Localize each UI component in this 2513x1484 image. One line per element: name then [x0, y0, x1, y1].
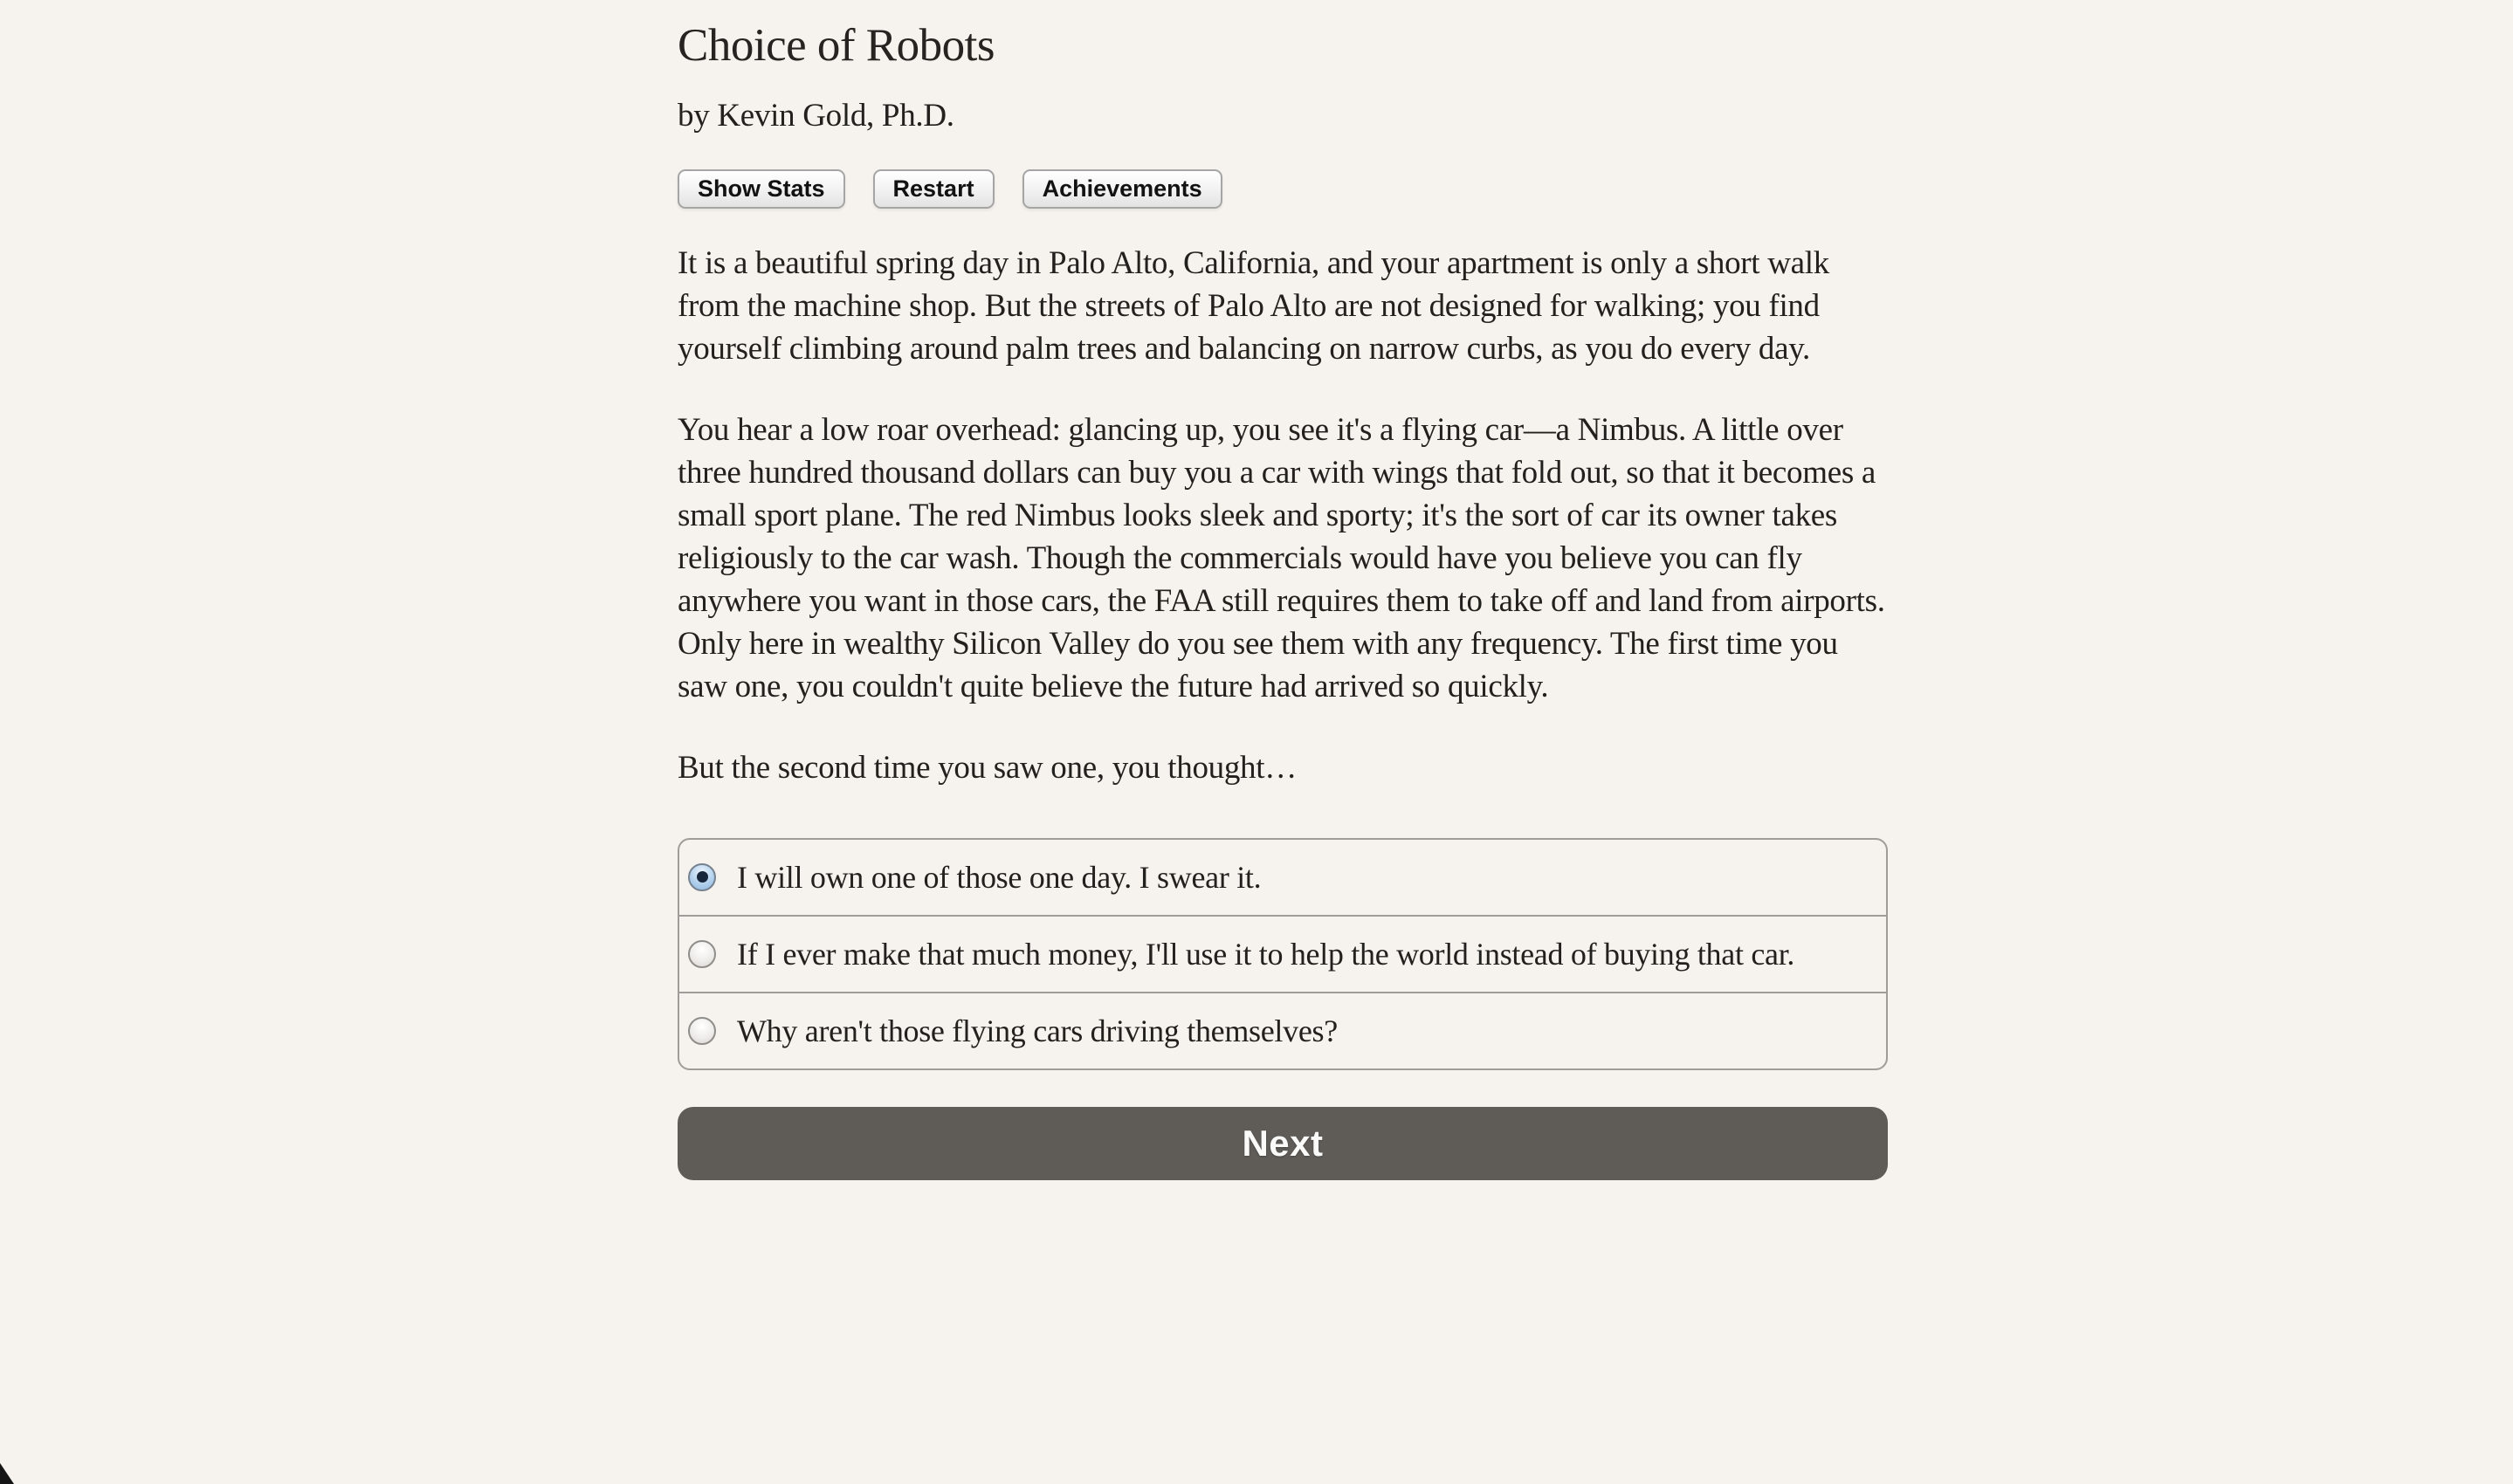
mouse-cursor-artifact [0, 1463, 14, 1484]
story-paragraph-1: It is a beautiful spring day in Palo Alto, California, and your apartment is only a short walk from the machine shop. But the streets of Palo Alto are not designed for walking; you find yourself climbing around palm trees and balancing on narrow curbs, as you do every day. [678, 244, 1829, 367]
choice-option-label: I will own one of those one day. I swear it. [737, 859, 1262, 895]
choice-option-2[interactable] [679, 917, 1886, 993]
choice-option-label: If I ever make that much money, I'll use it to help the world instead of buying that car. [737, 936, 1795, 972]
show-stats-button[interactable]: Show Stats [678, 169, 845, 209]
toolbar [678, 169, 1888, 209]
author-byline: by Kevin Gold, Ph.D. [678, 97, 954, 134]
story-paragraph-3: But the second time you saw one, you thought… [678, 749, 1297, 786]
radio-button-icon[interactable] [688, 863, 716, 891]
achievements-button[interactable]: Achievements [1022, 169, 1222, 209]
story-paragraph-2: You hear a low roar overhead: glancing up, you see it's a flying car—a Nimbus. A little over three hundred thousand dollars can buy you a car with wings that fold out, so that it becomes a small sport plane. The red Nimbus looks sleek and sporty; it's the sort of car its owner takes religiously to the car wash. Though the commercials would have you believe you can fly anywhere you want in those cars, the FAA still requires them to take off and land from airports. Only here in wealthy Silicon Valley do you see them with any frequency. The first time you saw one, you couldn't quite believe the future had arrived so quickly. [678, 411, 1885, 704]
radio-button-icon[interactable] [688, 940, 716, 968]
restart-button[interactable]: Restart [873, 169, 995, 209]
choice-option-3[interactable] [679, 993, 1886, 1068]
story-text [678, 242, 1888, 789]
choice-option-label: Why aren't those flying cars driving themselves? [737, 1013, 1338, 1048]
game-page [678, 0, 1888, 1180]
choice-list [678, 838, 1888, 1070]
page-title: Choice of Robots [678, 20, 995, 71]
radio-button-icon[interactable] [688, 1017, 716, 1045]
next-button[interactable]: Next [678, 1107, 1888, 1180]
choice-option-1[interactable] [679, 840, 1886, 917]
